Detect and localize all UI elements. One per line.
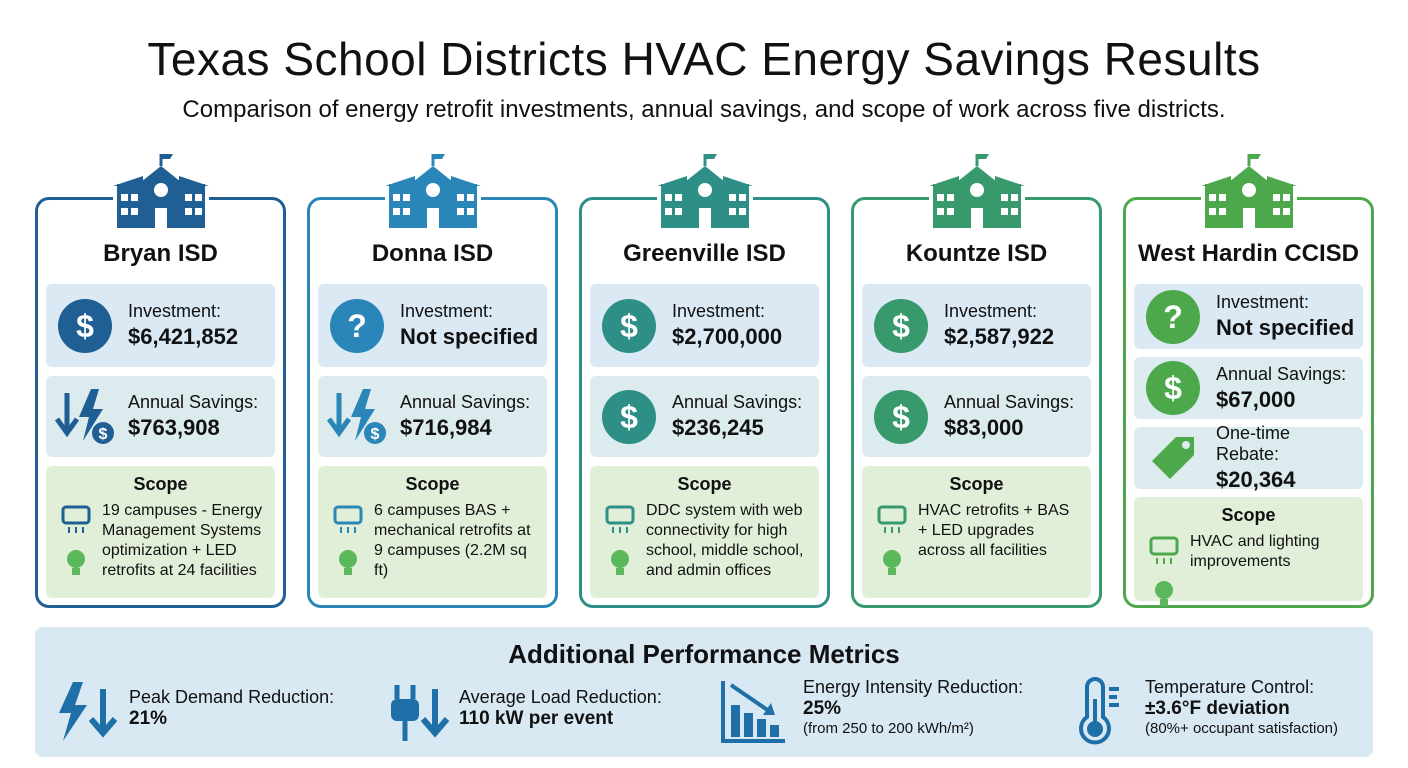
scope-box [318,466,547,598]
lightning-savings-icon [54,386,116,448]
metric-temperature-control [1073,677,1338,747]
dollar-coin-icon [598,295,660,357]
investment-label: Investment: [400,301,494,321]
plug-down-arrow-icon [383,677,453,747]
metric-label: Energy Intensity Reduction: [803,677,1024,697]
metric-value: ±3.6°F deviation [1145,698,1290,719]
dollar-coin-icon [870,386,932,448]
dollar-coin-icon [870,295,932,357]
svg-text:$: $ [76,307,94,344]
district-name: Greenville ISD [623,240,786,267]
lightbulb-icon [333,545,363,579]
annual-savings-value: $716,984 [400,415,492,440]
svg-text:$: $ [1164,370,1182,406]
page-subtitle: Comparison of energy retrofit investments, annual savings, and scope of work across five districts. [182,96,1226,123]
svg-text:$: $ [98,425,108,443]
annual-savings-label: Annual Savings: [128,392,259,412]
investment-box [862,284,1091,367]
rebate-label: One-time Rebate: [1216,423,1291,464]
annual-savings-label: Annual Savings: [672,392,803,412]
scope-primary-icon [1147,532,1181,566]
metric-value: 25% [803,698,842,719]
school-building-icon [657,152,753,230]
school-building-icon [929,152,1025,230]
scope-primary-icon [331,501,365,535]
investment-box [1134,284,1363,349]
scope-title: Scope [133,474,188,494]
svg-text:$: $ [370,425,380,443]
scope-primary-icon [59,501,93,535]
investment-label: Investment: [672,301,766,321]
svg-text:$: $ [892,307,910,344]
investment-label: Investment: [128,301,222,321]
svg-text:$: $ [620,307,638,344]
district-card [851,197,1102,608]
school-building-icon [1201,152,1297,230]
district-name: Bryan ISD [103,240,218,267]
school-building-icon [385,152,481,230]
district-card [1123,197,1374,608]
lightbulb-icon [1149,576,1179,610]
svg-text:?: ? [1163,298,1183,335]
annual-savings-label: Annual Savings: [1216,363,1347,384]
metric-average-load [383,677,662,747]
lightning-savings-icon [326,386,388,448]
metric-label: Temperature Control: [1145,677,1315,697]
annual-savings-value: $236,245 [672,415,764,440]
school-building-icon [113,152,209,230]
annual-savings-value: $763,908 [128,415,220,440]
metric-note: (from 250 to 200 kWh/m²) [803,720,974,737]
investment-box [318,284,547,367]
metric-value: 21% [129,708,168,729]
investment-value: $2,700,000 [672,324,783,349]
investment-value: $6,421,852 [128,324,239,349]
district-name: Donna ISD [371,240,494,267]
annual-savings-box [590,376,819,457]
investment-label: Investment: [944,301,1038,321]
metric-note: (80%+ occupant satisfaction) [1145,720,1339,737]
annual-savings-box [1134,357,1363,419]
scope-box [46,466,275,598]
investment-value: Not specified [1216,315,1355,340]
svg-text:$: $ [892,398,910,435]
scope-text: HVAC and lighting improvements [1190,533,1320,570]
annual-savings-box [46,376,275,457]
lightbulb-icon [605,545,635,579]
rebate-value: $20,364 [1216,467,1296,492]
district-card [307,197,558,608]
scope-title: Scope [949,474,1004,494]
annual-savings-value: $83,000 [944,415,1024,440]
annual-savings-box [862,376,1091,457]
scope-primary-icon [875,501,909,535]
scope-box [1134,497,1363,601]
scope-text: HVAC retrofits + BAS + LED upgrades across all facilities [918,502,1070,559]
district-card [35,197,286,608]
annual-savings-label: Annual Savings: [400,392,531,412]
scope-text: 19 campuses - Energy Management Systems optimization + LED retrofits at 24 facilities [102,502,263,579]
metric-peak-demand [53,677,334,747]
bar-chart-declining-icon [719,677,789,747]
question-coin-icon [1142,286,1204,348]
investment-box [590,284,819,367]
metric-value: 110 kW per event [459,708,614,729]
rebate-box [1134,423,1363,492]
dollar-coin-icon [1142,357,1204,419]
lightning-down-arrow-icon [53,677,123,747]
thermometer-icon [1073,677,1143,747]
dollar-coin-icon [598,386,660,448]
dollar-coin-icon [54,295,116,357]
district-name: West Hardin CCISD [1138,240,1359,267]
scope-text: DDC system with web connectivity for high school, middle school, and admin offices [646,502,804,579]
district-card [579,197,830,608]
svg-text:$: $ [620,398,638,435]
annual-savings-box [318,376,547,457]
investment-value: Not specified [400,324,539,349]
investment-box [46,284,275,367]
scope-box [862,466,1091,598]
annual-savings-value: $67,000 [1216,386,1296,412]
investment-value: $2,587,922 [944,324,1055,349]
scope-title: Scope [405,474,460,494]
district-name: Kountze ISD [905,240,1048,267]
metric-energy-intensity [719,677,1023,747]
question-coin-icon [326,295,388,357]
metric-label: Average Load Reduction: [459,687,662,707]
metrics-title: Additional Performance Metrics [508,639,900,669]
scope-box [590,466,819,598]
scope-title: Scope [1221,505,1276,525]
annual-savings-label: Annual Savings: [944,392,1075,412]
lightbulb-icon [877,545,907,579]
page-title: Texas School Districts HVAC Energy Savings Results [147,33,1261,85]
scope-text: 6 campuses BAS + mechanical retrofits at 9 campuses (2.2M sq ft) [374,502,531,579]
lightbulb-icon [61,545,91,579]
additional-metrics-panel [35,627,1373,757]
metric-label: Peak Demand Reduction: [129,687,335,707]
scope-title: Scope [677,474,732,494]
scope-primary-icon [603,501,637,535]
price-tag-icon [1142,427,1204,489]
investment-label: Investment: [1216,292,1310,312]
svg-text:?: ? [347,307,367,344]
